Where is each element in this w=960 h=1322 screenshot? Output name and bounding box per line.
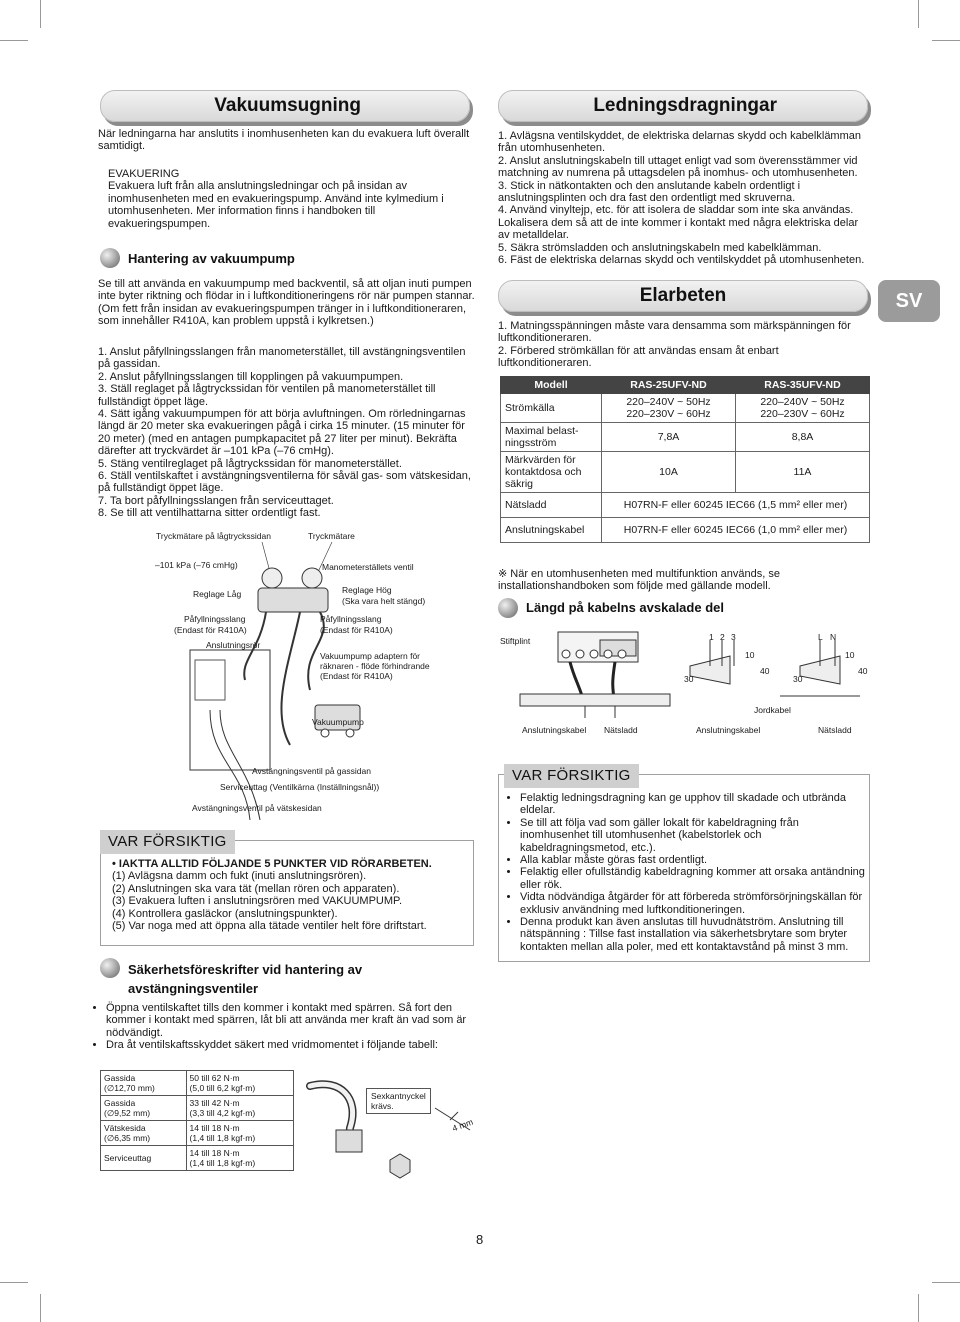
section-title: Elarbeten bbox=[639, 285, 727, 306]
spec-label: Anslutningskabel bbox=[501, 518, 602, 543]
spec-label: Strömkälla bbox=[501, 394, 602, 423]
section-header-ledningsdragningar bbox=[498, 90, 868, 122]
caution-bullet: • Denna produkt kan även anslutas till huvudnätström. Anslutning till nätspänning : Tillse fast installation via säkerhetsbrytare som bryter kontakten mellan alla poler, med ett kontaktavstånd på minst 3 mm. bbox=[520, 916, 866, 953]
crop-mark bbox=[918, 0, 919, 28]
torque-cell-side bbox=[101, 1121, 187, 1146]
label-dim-10: 10 bbox=[745, 650, 755, 660]
pump-text bbox=[98, 278, 476, 328]
label-dim-10: 10 bbox=[845, 650, 855, 660]
label-hose-left: Påfyllningsslang bbox=[184, 614, 246, 624]
caution-heading bbox=[112, 858, 472, 870]
torque-row bbox=[101, 1121, 294, 1146]
torque-cell-value bbox=[186, 1096, 293, 1121]
torque-row bbox=[101, 1096, 294, 1121]
label-low-handle: Reglage Låg bbox=[193, 589, 242, 599]
hex-label-line2: krävs. bbox=[371, 1101, 394, 1111]
section-title: Vakuumsugning bbox=[214, 95, 361, 116]
spec-row bbox=[501, 518, 870, 543]
spec-row bbox=[501, 423, 870, 452]
label-valve-liquid: Avstängningsventil på vätskesidan bbox=[192, 803, 322, 813]
step-item: 2. Anslut påfyllningsslangen till kopplingen på vakuumpumpen. bbox=[98, 370, 404, 383]
torque-side: Vätskesida bbox=[104, 1123, 146, 1133]
wiring-steps bbox=[498, 130, 870, 266]
intro-text: När ledningarna har anslutits i inomhusenheten kan du evakuera luft överallt samtidigt. bbox=[98, 128, 470, 153]
spec-value: 11A bbox=[735, 452, 869, 493]
label-manifold: Manometerställets ventil bbox=[322, 562, 414, 572]
step-item: 7. Ta bort påfyllningsslangen från serviceuttaget. bbox=[98, 494, 334, 507]
section-title: Ledningsdragningar bbox=[593, 95, 777, 116]
electrical-step: 1. Matningsspänningen måste vara densamma som märkspänningen för luftkonditioneraren. bbox=[498, 320, 851, 345]
spec-value: 7,8A bbox=[602, 423, 736, 452]
crop-mark bbox=[932, 40, 960, 41]
cable-heading: Längd på kabelns avskalade del bbox=[526, 600, 724, 615]
pump-text-1: Se till att använda en vakuumpump med backventil, så att oljan inuti pumpen inte byter riktning och flödar in i luftkonditioneringens rör när pumpen stannar. bbox=[98, 278, 475, 303]
section-header-vakuumsugning bbox=[100, 90, 470, 122]
label-anslutningskabel: Anslutningskabel bbox=[522, 725, 587, 735]
evacuation-text: Evakuera luft från alla anslutningsledningar och på insidan av inomhusenheten med en evakueringspump. Använd inte kylmedium i utomhusenheten. Mer information finns i handboken till evakueringspumpen. bbox=[108, 180, 444, 230]
spec-row bbox=[501, 452, 870, 493]
torque-kgf: (1,4 till 1,8 kgf·m) bbox=[189, 1133, 256, 1143]
wiring-step: 3. Stick in nätkontakten och den anslutande kabeln ordentligt i anslutningsplinten och dra fast den ordentligt med skruverna. bbox=[498, 179, 801, 205]
caution-bullet: • Felaktig ledningsdragning kan ge upphov till skadade och utbrända eldelar. bbox=[520, 792, 866, 817]
torque-cell-side bbox=[101, 1071, 187, 1096]
caution-heading-text: IAKTTA ALLTID FÖLJANDE 5 PUNKTER VID RÖRARBETEN. bbox=[118, 858, 432, 870]
label-adapter-3: (Endast för R410A) bbox=[320, 671, 393, 681]
label-terminal-3: 3 bbox=[731, 632, 736, 642]
caution-bullet: • Vidta nödvändiga åtgärder för att förbereda strömförsörjningskällan för exklusiv användning med luftkonditioneringen. bbox=[520, 891, 866, 916]
safety-bullet: • Dra åt ventilskaftsskyddet säkert med vridmomentet i följande tabell: bbox=[106, 1039, 476, 1051]
label-gauge: Tryckmätare bbox=[308, 531, 355, 541]
torque-kgf: (5,0 till 6,2 kgf·m) bbox=[189, 1083, 256, 1093]
caution-label-right: VAR FÖRSIKTIG bbox=[504, 764, 639, 788]
spec-label: Märkvärden för kontaktdosa och säkrig bbox=[501, 452, 602, 493]
crop-mark bbox=[932, 1282, 960, 1283]
wiring-step: 2. Anslut anslutningskabeln till uttaget enligt vad som överensstämmer vid matchning av numrena på uttagsdelen på inomhus- och utomhusenheten. bbox=[498, 154, 858, 180]
section-bullet-icon bbox=[498, 598, 518, 618]
step-item: 3. Ställ reglaget på lågtryckssidan för ventilen på manometerstället till fullständigt öppet läge. bbox=[98, 383, 436, 408]
hex-size-label: 4 mm bbox=[450, 1116, 475, 1134]
step-item: 1. Anslut påfyllningsslangen från manometerstället, till avstängningsventilen på gassidan. bbox=[98, 346, 466, 371]
torque-cell-side bbox=[101, 1146, 187, 1171]
caution-content-right bbox=[506, 792, 866, 953]
pump-heading: Hantering av vakuumpump bbox=[128, 251, 295, 266]
torque-kgf: (1,4 till 1,8 kgf·m) bbox=[189, 1158, 256, 1168]
caution-content-left bbox=[112, 858, 472, 932]
caution-bullet: • Alla kablar måste göras fast ordentligt. bbox=[520, 854, 866, 866]
caution-label-left: VAR FÖRSIKTIG bbox=[100, 830, 235, 854]
torque-size: (∅9,52 mm) bbox=[104, 1108, 151, 1118]
safety-heading: Säkerhetsföreskrifter vid hantering av avstängningsventiler bbox=[128, 962, 363, 996]
spec-value: 8,8A bbox=[735, 423, 869, 452]
wiring-step: 5. Säkra strömsladden och anslutningskabeln med kabelklämman. bbox=[498, 241, 822, 254]
label-valve-gas: Avstängningsventil på gassidan bbox=[252, 766, 371, 776]
label-terminal-2: 2 bbox=[720, 632, 725, 642]
torque-size: (∅6,35 mm) bbox=[104, 1133, 151, 1143]
label-low-gauge: Tryckmätare på lågtryckssidan bbox=[156, 531, 271, 541]
torque-side: Gassida bbox=[104, 1098, 136, 1108]
label-pump: Vakuumpump bbox=[312, 717, 364, 727]
label-dim-40: 40 bbox=[858, 666, 868, 676]
crop-mark bbox=[918, 1294, 919, 1322]
pump-text-2: (Om fett från insidan av evakueringspumpen tränger in i luftkonditioneraren, som innehåller R410A, kan problem uppstå i kylkretsen.) bbox=[98, 302, 467, 328]
spec-header: Modell bbox=[501, 377, 602, 394]
spec-label: Maximal belast- ningsström bbox=[501, 423, 602, 452]
label-dim-40: 40 bbox=[760, 666, 770, 676]
caution-item: (2) Anslutningen ska vara tät (mellan rören och apparaten). bbox=[112, 882, 400, 895]
torque-nm: 14 till 18 N·m bbox=[189, 1123, 240, 1133]
label-hose-left-note: (Endast för R410A) bbox=[174, 625, 247, 635]
label-natsladd: Nätsladd bbox=[604, 725, 638, 735]
label-adapter: Vakuumpump adaptern för bbox=[320, 651, 421, 661]
spec-header: RAS-35UFV-ND bbox=[735, 377, 869, 394]
steps-list bbox=[98, 346, 476, 520]
page-number: 8 bbox=[476, 1232, 484, 1247]
section-bullet-icon bbox=[100, 958, 120, 978]
label-high-handle: Reglage Hög bbox=[342, 585, 392, 595]
torque-kgf: (3,3 till 4,2 kgf·m) bbox=[189, 1108, 256, 1118]
torque-cell-value bbox=[186, 1121, 293, 1146]
torque-side: Serviceuttag bbox=[104, 1153, 152, 1163]
crop-mark bbox=[40, 0, 41, 28]
spec-value: H07RN-F eller 60245 IEC66 (1,5 mm² eller mer) bbox=[602, 493, 870, 518]
label-anslutningskabel-2: Anslutningskabel bbox=[696, 725, 761, 735]
hex-label-line1: Sexkantnyckel bbox=[371, 1091, 426, 1101]
caution-item: (4) Kontrollera gasläckor (anslutningspunkter). bbox=[112, 907, 338, 920]
torque-row bbox=[101, 1146, 294, 1171]
step-item: 5. Stäng ventilreglaget på lågtryckssidan för manometerstället. bbox=[98, 457, 402, 470]
spec-row bbox=[501, 493, 870, 518]
step-item: 8. Se till att ventilhattarna sitter ordentligt fast. bbox=[98, 507, 321, 520]
hex-wrench-callout bbox=[366, 1088, 431, 1114]
label-natsladd-2: Nätsladd bbox=[818, 725, 852, 735]
torque-nm: 50 till 62 N·m bbox=[189, 1073, 240, 1083]
label-hose-right: Påfyllningsslang bbox=[320, 614, 382, 624]
step-item: 4. Sätt igång vakuumpumpen för att börja avluftningen. Om rörledningarnas längd är 20 meter ska evakueringen pågå i cirka 15 minuter. (15 minuter för 20 meter) (med en antagen pumpkapacitet på 27 liter per minut). Bekräfta därefter att tryckvärdet är –101 kPa (–76 cmHg). bbox=[98, 408, 466, 458]
spec-value: 10A bbox=[602, 452, 736, 493]
wiring-step: 1. Avlägsna ventilskyddet, de elektriska delarnas skydd och kabelklämman från utomhusenheten. bbox=[498, 130, 861, 155]
electrical-step: 2. Förbered strömkällan för att användas ensam åt enbart luftkonditioneraren. bbox=[498, 344, 779, 370]
torque-cell-value bbox=[186, 1146, 293, 1171]
wiring-step: 6. Fäst de elektriska delarnas skydd och ventilskyddet på utomhusenheten. bbox=[498, 254, 865, 267]
spec-value: 220–240V ~ 50Hz 220–230V ~ 60Hz bbox=[602, 394, 736, 423]
label-jordkabel: Jordkabel bbox=[754, 705, 791, 715]
torque-side: Gassida bbox=[104, 1073, 136, 1083]
crop-mark bbox=[0, 1282, 28, 1283]
torque-cell-value bbox=[186, 1071, 293, 1096]
spec-header: RAS-25UFV-ND bbox=[602, 377, 736, 394]
crop-mark bbox=[40, 1294, 41, 1322]
torque-cell-side bbox=[101, 1096, 187, 1121]
label-stiftplint: Stiftplint bbox=[500, 636, 531, 646]
caution-bullet: • Se till att följa vad som gäller lokalt för kabeldragning från inomhusenhet till utomhusenhet (kabelstorlek och kabeldragningsmetod, etc.). bbox=[520, 817, 866, 854]
label-kpa: –101 kPa (–76 cmHg) bbox=[155, 560, 238, 570]
torque-size: (∅12,70 mm) bbox=[104, 1083, 155, 1093]
torque-row bbox=[101, 1071, 294, 1096]
section-header-elarbeten bbox=[498, 280, 868, 312]
bullet-dot: • bbox=[112, 858, 119, 870]
step-item: 6. Ställ ventilskaftet i avstängningsventilerna för såväl gas- som vätskesidan, på fullständigt öppet läge. bbox=[98, 470, 471, 495]
label-adapter-2: räknaren - flöde förhindrande bbox=[320, 661, 430, 671]
spec-row bbox=[501, 394, 870, 423]
spec-value: H07RN-F eller 60245 IEC66 (1,0 mm² eller mer) bbox=[602, 518, 870, 543]
label-terminal-1: 1 bbox=[709, 632, 714, 642]
language-tab: SV bbox=[878, 280, 940, 322]
vacuum-pump-diagram bbox=[150, 530, 450, 820]
caution-item: (5) Var noga med att öppna alla tätade ventiler helt före driftstart. bbox=[112, 920, 427, 933]
caution-bullet: • Felaktig eller ofullständig kabeldragning kommer att orsaka antändning eller rök. bbox=[520, 866, 866, 891]
label-dim-30: 30 bbox=[684, 674, 694, 684]
spec-value: 220–240V ~ 50Hz 220–230V ~ 60Hz bbox=[735, 394, 869, 423]
caution-item: (1) Avlägsna damm och fukt (inuti anslutningsrören). bbox=[112, 870, 367, 883]
label-terminal-l: L bbox=[818, 632, 823, 642]
torque-table bbox=[100, 1070, 294, 1171]
multi-note: ※ När en utomhusenheten med multifunktion används, se installationshandboken som följde med gällande modell. bbox=[498, 568, 780, 593]
spec-header-row bbox=[501, 377, 870, 394]
wiring-step: 4. Använd vinyltejp, etc. för att isolera de sladdar som inte ska användas. Lokalisera dem så att de inte kommer i kontakt med några elektriska delar av metalldelar. bbox=[498, 204, 859, 242]
caution-item: (3) Evakuera luften i anslutningsrören med VAKUUMPUMP. bbox=[112, 895, 402, 908]
label-hose-right-note: (Endast för R410A) bbox=[320, 625, 393, 635]
torque-nm: 14 till 18 N·m bbox=[189, 1148, 240, 1158]
electrical-steps bbox=[498, 320, 870, 370]
label-high-handle-note: (Ska vara helt stängd) bbox=[342, 596, 426, 606]
spec-table bbox=[500, 376, 870, 543]
torque-nm: 33 till 42 N·m bbox=[189, 1098, 240, 1108]
spec-label: Nätsladd bbox=[501, 493, 602, 518]
safety-bullet: • Öppna ventilskaftet tills den kommer i kontakt med spärren. Så fort den kommer i kontakt med spärren, låt bli att använda mer kraft än vad som är nödvändigt. bbox=[106, 1002, 476, 1039]
safety-bullets bbox=[92, 1002, 476, 1052]
label-service-port: Serviceuttag (Ventilkärna (Inställningsnål)) bbox=[220, 782, 380, 792]
crop-mark bbox=[0, 40, 28, 41]
label-pipe: Anslutningsrör bbox=[206, 640, 261, 650]
label-terminal-n: N bbox=[830, 632, 837, 642]
evacuation-block bbox=[108, 168, 448, 230]
section-bullet-icon bbox=[100, 248, 120, 268]
evacuation-heading: EVAKUERING bbox=[108, 168, 180, 180]
label-dim-30: 30 bbox=[793, 674, 803, 684]
